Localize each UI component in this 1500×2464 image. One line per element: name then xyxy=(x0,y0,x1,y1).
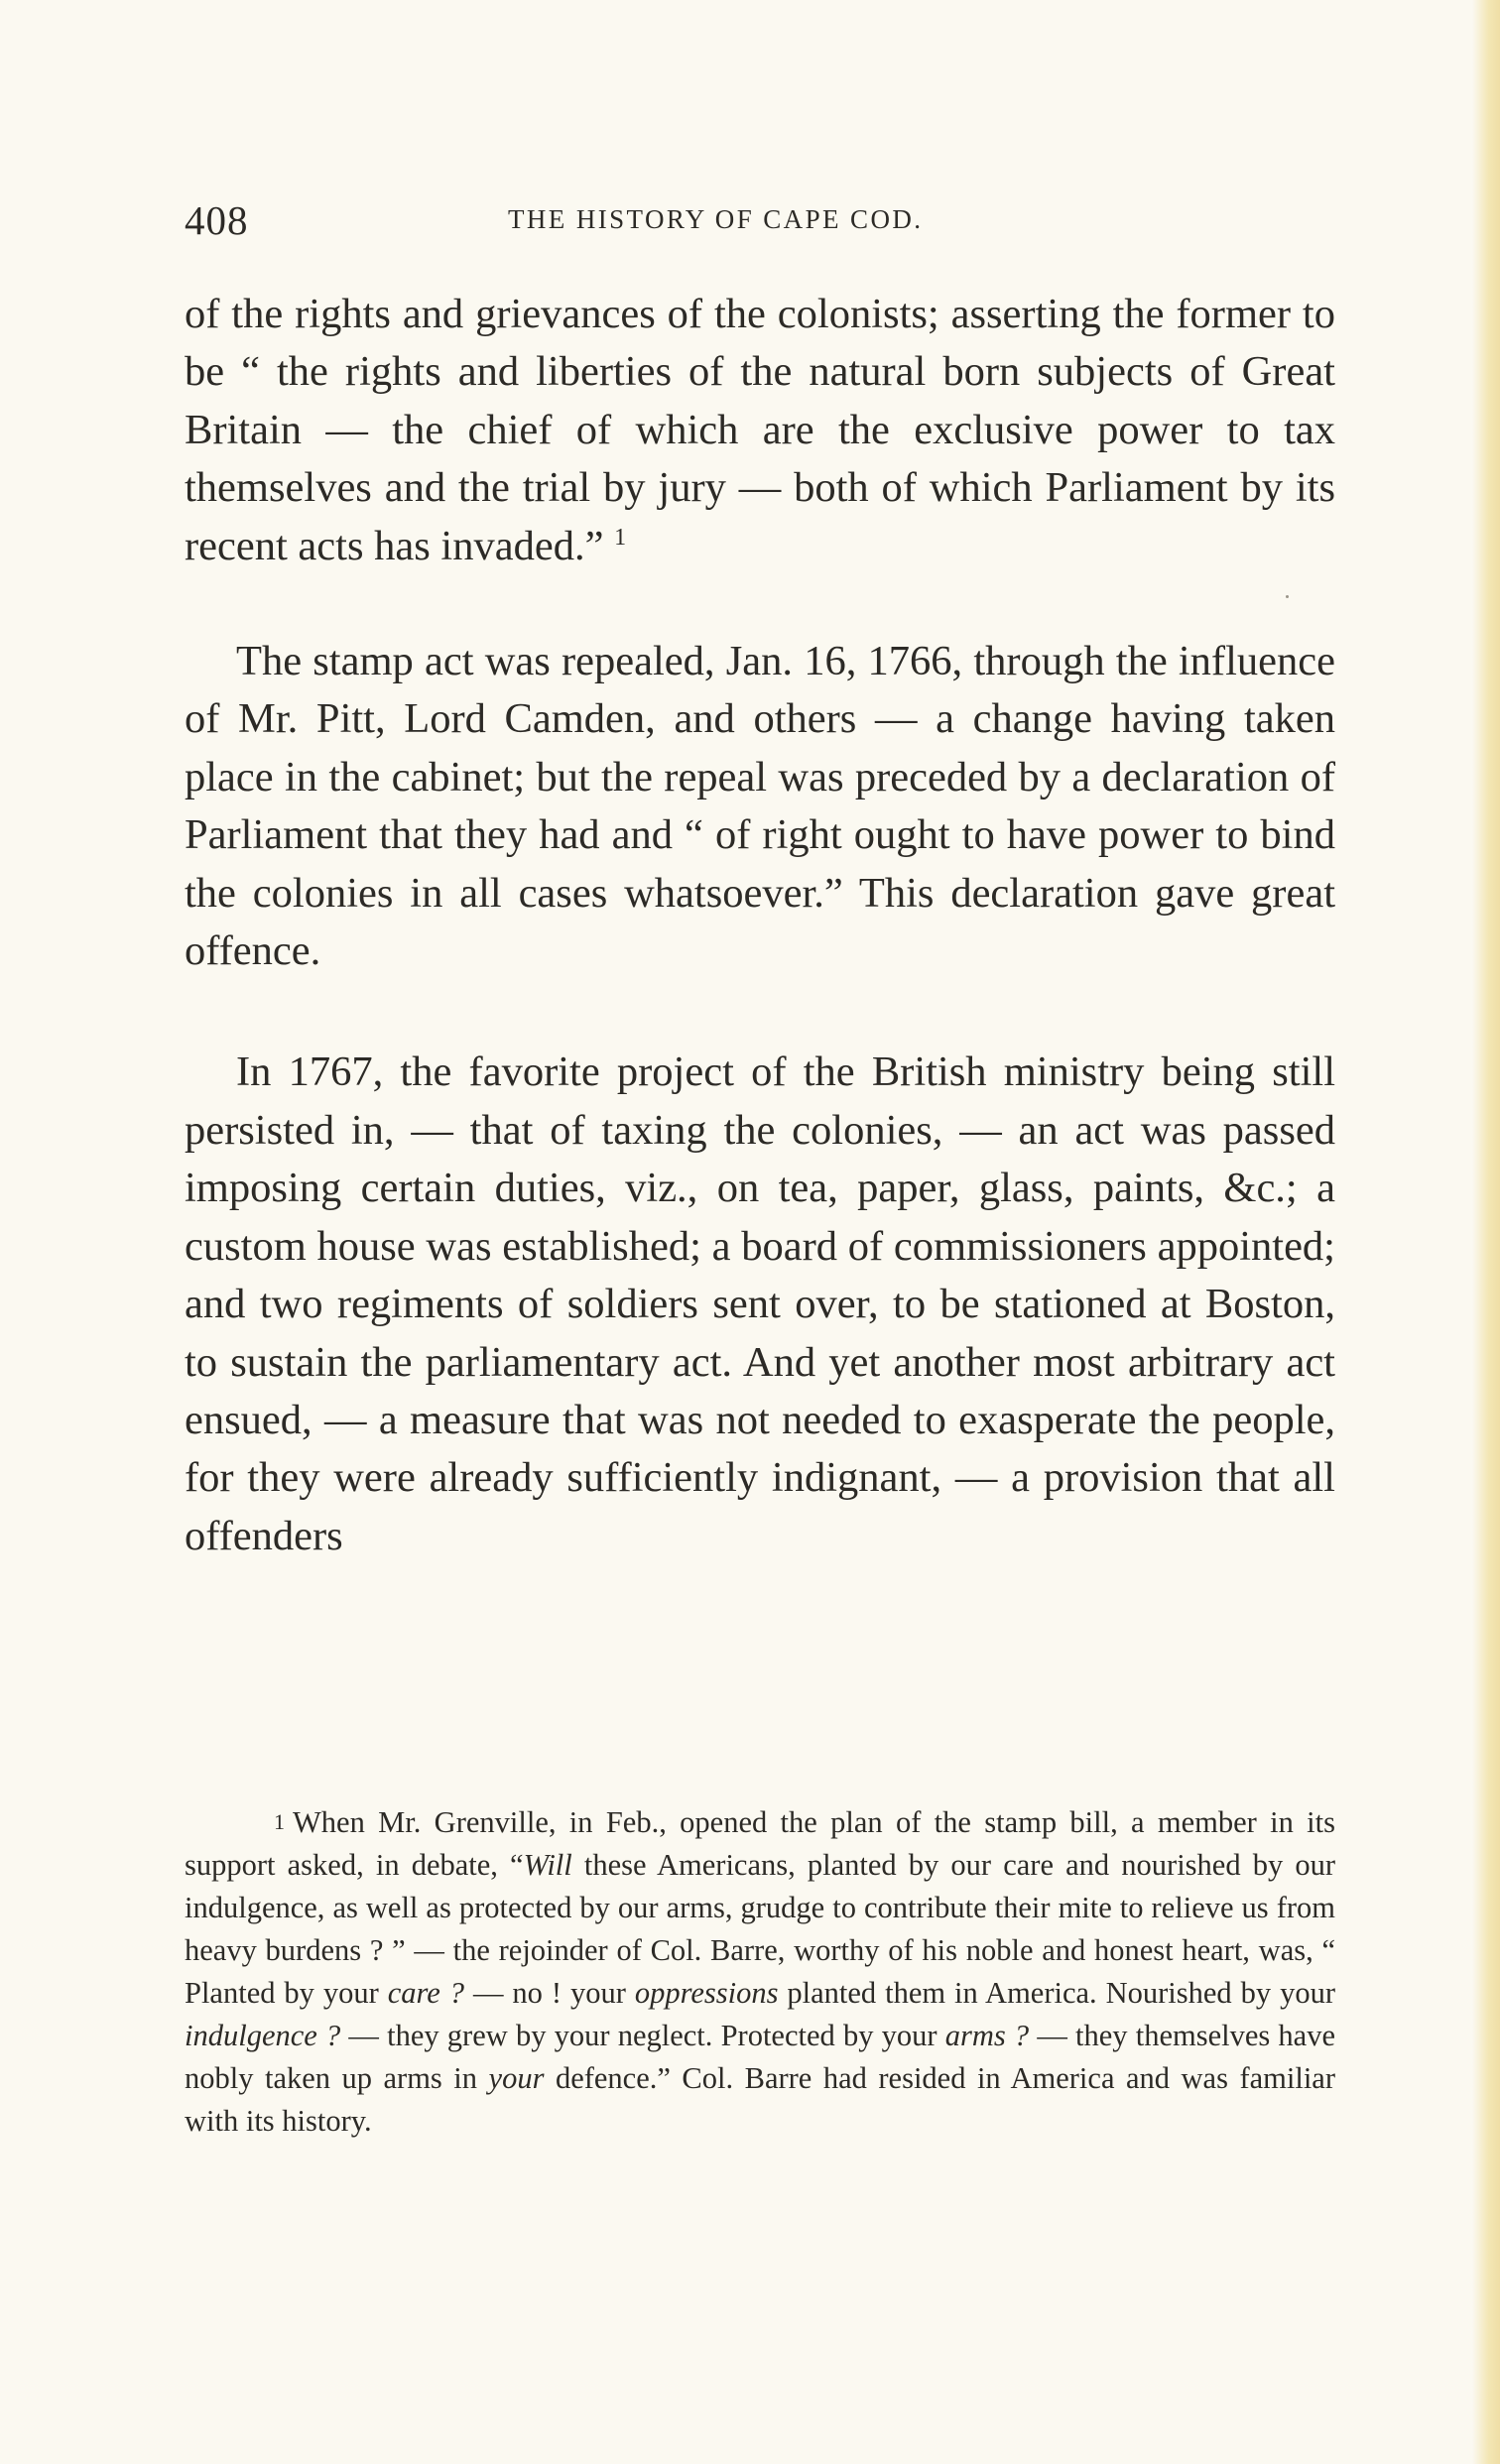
footnote-text-1: When Mr. Grenville, in Feb., opened the plan of the stamp bill, a member in its support asked, in debate, “ xyxy=(185,1805,1335,1882)
footnote-italic-6: your xyxy=(488,2061,545,2095)
footnote-text-3: — no ! your xyxy=(464,1976,635,2010)
footnote-text-4: planted them in America. Nourished by your xyxy=(778,1976,1335,2010)
footnote-italic-2: care ? xyxy=(387,1976,465,2010)
footnote-text-6: — they themselves have nobly taken up arms in xyxy=(185,2019,1336,2095)
paragraph-2: The stamp act was repealed, Jan. 16, 1766, through the influence of Mr. Pitt, Lord Camden, and others — a change having taken place in the cabinet; but the repeal was preceded by a declaration of Parliament that they had and “ of right ought to have power to bind the colonies in all cases whatsoever.” This declaration gave great offence. xyxy=(185,638,1335,975)
page-header xyxy=(185,196,1350,256)
footnote-marker: 1 xyxy=(274,1809,285,1834)
paragraph-1-text: of the rights and grievances of the colonists; asserting the former to be “ the rights and liberties of the natural born subjects of Great Britain — the chief of which are the exclusive power to tax themselves and the trial by jury — both of which Parliament by its recent acts has invaded.” xyxy=(185,291,1335,569)
footnote xyxy=(185,1800,1335,2143)
page-edge xyxy=(1472,0,1500,2464)
footnote-italic-3: oppressions xyxy=(634,1976,779,2010)
running-title: THE HISTORY OF CAPE COD. xyxy=(508,204,924,234)
footnote-reference: 1 xyxy=(614,524,627,551)
page-number: 408 xyxy=(185,197,249,243)
footnote-text-2: these Americans, planted by our care and nourished by our indulgence, as well as protected by our arms, grudge to contribute their mite to relieve us from heavy burdens ? ” — the rejoinder of Col. Barre, worthy of his noble and honest heart, was, “ Planted by your xyxy=(185,1848,1336,2010)
body-text xyxy=(185,286,1335,1565)
footnote-text-5: — they grew by your neglect. Protected by your xyxy=(340,2019,945,2052)
paragraph-3: In 1767, the favorite project of the British ministry being still persisted in, — that of taxing the colonies, — an act was passed imposing certain duties, viz., on tea, paper, glass, paints, &c.; a custom house was established; a board of commissioners appointed; and two regiments of soldiers sent over, to be stationed at Boston, to sustain the parliamentary act. And yet another most arbitrary act ensued, — a measure that was not needed to exasperate the people, for they were already sufficiently indignant, — a provision that all offenders xyxy=(185,1048,1335,1559)
paragraph-1 xyxy=(185,286,1335,575)
footnote-italic-4: indulgence ? xyxy=(185,2019,341,2052)
footnote-text-7: defence.” Col. Barre had resided in America and was familiar with its history. xyxy=(185,2061,1335,2138)
footnote-italic-1: Will xyxy=(523,1848,572,1882)
footnote-italic-5: arms ? xyxy=(944,2019,1030,2052)
